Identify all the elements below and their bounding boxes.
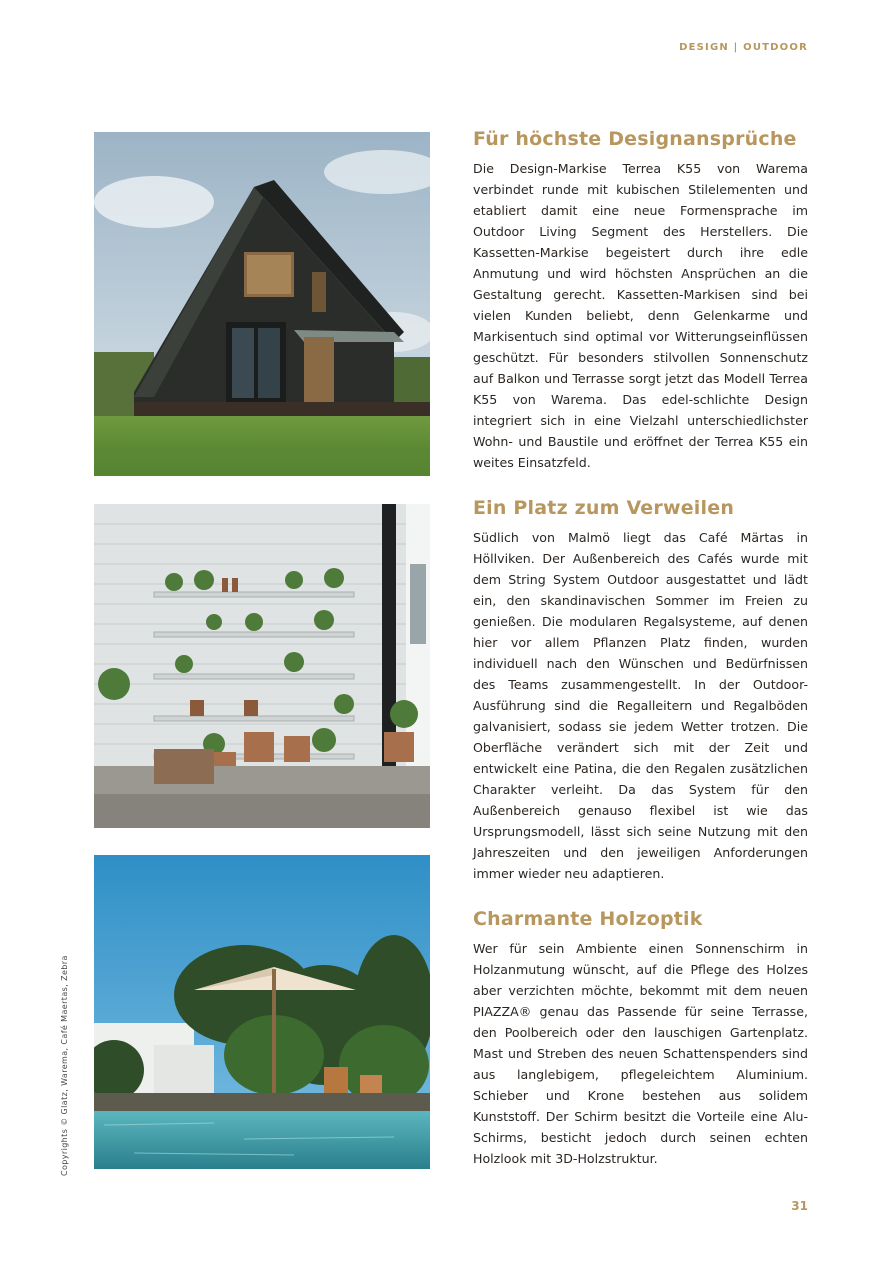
article-design-awning — [473, 128, 808, 473]
article-body: Südlich von Malmö liegt das Café Märtas in Höllviken. Der Außenbereich des Cafés wurde mit dem String System Outdoor ausgestattet und lädt ein, den skandinavischen Sommer im Freien zu genießen. Die modularen Regalsysteme, auf denen hier vor allem Pflanzen Platz finden, wurden individuell nach den Wünschen und Bedürfnissen des Teams zusammengestellt. In der Outdoor-Ausführung sind die Regalleitern und Regalböden galvanisiert, sodass sie jedem Wetter trotzen. Die Oberfläche verändert sich mit der Zeit und entwickelt eine Patina, die den Regalen zusätzlichen Charakter verleiht. Da das System für den Außenbereich genauso flexibel ist wie das Ursprungsmodell, lässt sich seine Nutzung mit den Jahreszeiten und den jeweiligen Anforderungen immer wieder neu adaptieren. — [473, 530, 808, 881]
article-title: Für höchste Designansprüche — [473, 128, 797, 150]
photo-cafe-shelves — [94, 504, 430, 828]
article-title: Charmante Holzoptik — [473, 908, 703, 930]
photo-house-awning — [94, 132, 430, 476]
article-parasol — [473, 908, 808, 1169]
article-body: Wer für sein Ambiente einen Sonnenschirm in Holzanmutung wünscht, auf die Pflege des Holzes aber verzichten möchte, bekommt mit dem neuen PIAZZA® genau das Passende für seine Terrasse, den Poolbereich oder den lauschigen Gartenplatz. Mast und Streben des neuen Schattenspenders sind aus langlebigem, pflegeleichtem Aluminium. Schieber und Krone bestehen aus solidem Kunststoff. Der Schirm besitzt die Vorteile eine Alu-Schirms, besticht jedoch durch seinen echten Holzlook mit 3D-Holzstruktur. — [473, 941, 808, 1166]
article-body: Die Design-Markise Terrea K55 von Warema verbindet runde mit kubischen Stilelementen und etabliert damit eine neue Formensprache im Outdoor Living Segment des Herstellers. Die Kassetten-Markise begeistert durch ihre edle Anmutung und wird höchsten Ansprüchen an die Gestaltung gerecht. Kassetten-Markisen sind bei vielen Kunden beliebt, denn Gelenkarme und Markisentuch sind optimal vor Witterungseinflüssen geschützt. Für besonders stilvollen Sonnenschutz auf Balkon und Terrasse sorgt jetzt das Modell Terrea K55 von Warema. Das edel-schlichte Design integriert sich in eine Vielzahl unterschiedlichster Wohn- und Baustile und eröffnet der Terrea K55 ein weites Einsatzfeld. — [473, 161, 808, 470]
article-title: Ein Platz zum Verweilen — [473, 497, 735, 519]
article-cafe-shelves — [473, 497, 808, 884]
running-head: DESIGN | OUTDOOR — [679, 42, 808, 53]
page-number: 31 — [791, 1199, 808, 1213]
photo-parasol-pool — [94, 855, 430, 1169]
photo-copyright: Copyrights © Glatz, Warema, Café Maertas, Zebra — [60, 955, 69, 1176]
